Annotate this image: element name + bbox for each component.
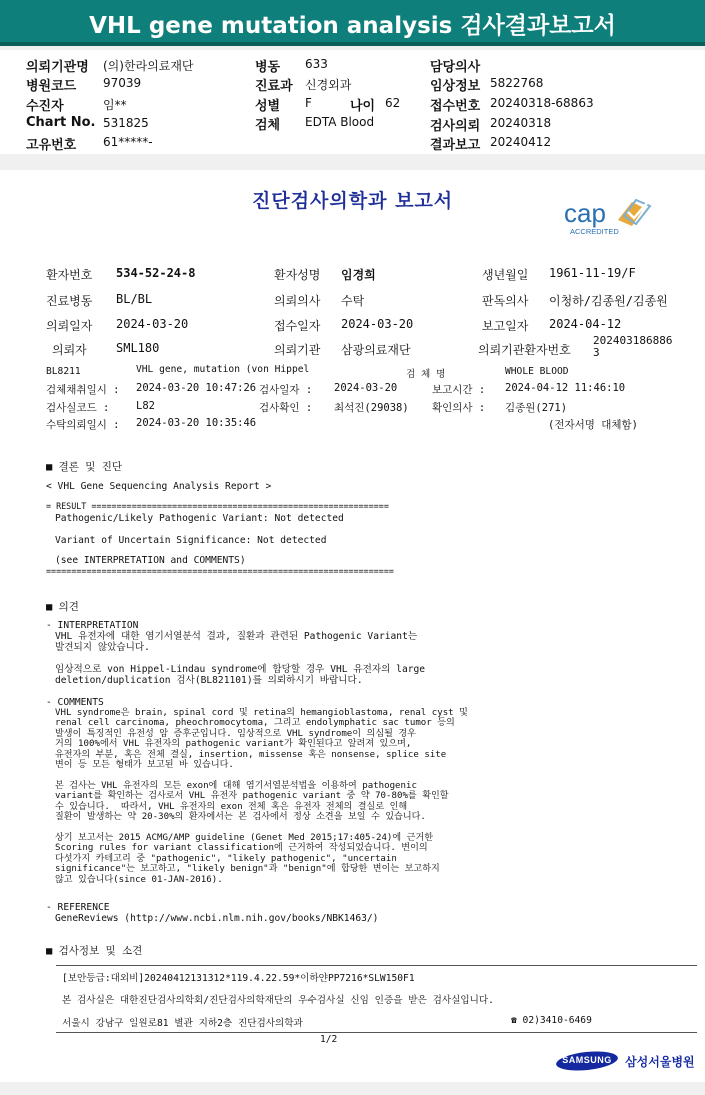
- report-title: 진단검사의학과 보고서: [252, 190, 454, 212]
- see-interpretation: (see INTERPRETATION and COMMENTS): [55, 555, 246, 566]
- address-line: 서울시 강남구 일원로81 별관 지하2층 진단검사의학과: [62, 1018, 303, 1029]
- test-request-label: 검사의뢰: [430, 119, 481, 134]
- request-date-value: 2024-03-20: [116, 317, 189, 331]
- test-name: VHL gene, mutation (von Hippel: [136, 364, 310, 375]
- unique-id-value: 61*****-: [103, 135, 153, 149]
- ward-label: 병동: [255, 60, 281, 75]
- confirm-doctor-label: 확인의사 :: [432, 402, 486, 414]
- security-line: [보안등급:대외비]20240412131312*119.4.22.59*이하얀PP7216*SLW150F1: [62, 973, 415, 984]
- report-time-value: 2024-04-12 11:46:10: [505, 382, 626, 394]
- lab-code-value: L82: [136, 400, 155, 412]
- clinical-info-value: 5822768: [490, 76, 544, 90]
- receipt-no-label: 접수번호: [430, 99, 481, 114]
- org-patient-no-label: 의뢰기관환자번호: [478, 343, 571, 357]
- opinion-heading: ■ 의견: [46, 601, 79, 613]
- requester-label: 의뢰자: [52, 343, 87, 357]
- conclusion-heading: ■ 결론 및 진단: [46, 461, 123, 473]
- test-date-value: 2024-03-20: [334, 382, 398, 394]
- confirm-doctor-value: 김종원(271): [505, 402, 568, 414]
- hospital-name-value: (의)한라의료재단: [103, 59, 194, 73]
- comments-text: VHL syndrome은 brain, spinal cord 및 retina의 hemangioblastoma, renal cyst 및 renal cell carcinoma, pheochromocytoma, 그리고 endolymphatic sac tumor 등의 발생이 특징적인 유전성 암 증후군입니다. 임상적으로 VHL syndrome이 의심될 경우 거의 100%에서 VHL 유전자의 pathogenic variant가 확인된다고 알려져 있으며, 유전자의 부분, 혹은 전체 결실, insertion, missense 혹은 nonsense, splice site 변이 등 모든 형태가 보고된 바 있습니다. 본 검사는 VHL 유전자의 모든 exon에 대해 염기서열분석법을 이용하여 pathogenic variant를 확인하는 검사로서 VHL 유전자 pathogenic variant 중 약 70-80%를 확인할 수 있습니다. 따라서, VHL 유전자의 exon 전체 혹은 유전자 전체의 결실로 인해 질환이 발생하는 약 20-30%의 환자에서는 본 검사에서 정상 소견을 보일 수 있습니다. 상기 보고서는 2015 ACMG/AMP guideline (Genet Med 2015;17:405-24)에 근거한 Scoring rules for variant classification에 근거하여 작성되었습니다. 변이의 다섯가지 카테고리 중 "pathogenic", "likely pathogenic", "uncertain significance"는 보고하고, "likely benign"과 "benign"에 합당한 변이는 보고하지 않고 있습니다(since 01-JAN-2016).: [55, 708, 468, 885]
- samsung-hospital-logo: [556, 1050, 695, 1072]
- reference-heading: - REFERENCE: [46, 902, 110, 913]
- ordering-doctor-value: 수탁: [341, 294, 365, 308]
- report-time-label: 보고시간 :: [432, 384, 486, 396]
- receipt-date-label: 접수일자: [274, 319, 321, 333]
- hospital-code-label: 병원코드: [26, 79, 77, 94]
- result-rule-bottom: =====================================================================: [46, 566, 394, 576]
- ward-value: BL/BL: [116, 292, 153, 306]
- attending-label: 담당의사: [430, 60, 481, 75]
- phone-line: ☎ 02)3410-6469: [511, 1015, 592, 1026]
- requesting-org-value: 삼광의료재단: [341, 343, 411, 357]
- patient-no-label: 환자번호: [46, 268, 93, 282]
- patient-name-value: 임경희: [341, 268, 376, 282]
- ward-label: 진료병동: [46, 294, 93, 308]
- hospital-code-value: 97039: [103, 76, 142, 90]
- chart-no-value: 531825: [103, 116, 149, 130]
- test-check-value: 최석진(29038): [334, 402, 409, 414]
- specimen-value: EDTA Blood: [305, 115, 375, 129]
- examinee-label: 수진자: [26, 99, 64, 114]
- patient-no-value: 534-52-24-8: [116, 266, 196, 280]
- reading-doctor-value: 이청하/김종원/김종원: [549, 294, 668, 308]
- specimen-name-label: 검 체 명: [406, 369, 446, 380]
- requesting-org-label: 의뢰기관: [274, 343, 321, 357]
- report-banner-title: VHL gene mutation analysis 검사결과보고서: [0, 0, 705, 46]
- cap-accredited-logo: [562, 194, 658, 240]
- ordering-doctor-label: 의뢰의사: [274, 294, 321, 308]
- result-report-value: 20240412: [490, 135, 552, 149]
- certification-line: 본 검사실은 대한진단검사의학회/진단검사의학재단의 우수검사실 신임 인증을 받은 검사실입니다.: [62, 995, 494, 1006]
- clinical-info-label: 임상정보: [430, 79, 481, 94]
- result-report-label: 결과보고: [430, 138, 481, 153]
- lab-report-sheet: [0, 170, 705, 1082]
- receipt-no-value: 20240318-68863: [490, 96, 594, 110]
- interpretation-heading: - INTERPRETATION: [46, 620, 139, 631]
- pathogenic-result: Pathogenic/Likely Pathogenic Variant: Not detected: [55, 513, 344, 524]
- requester-value: SML180: [116, 341, 160, 355]
- ward-value: 633: [305, 57, 328, 71]
- examinee-value: 임**: [103, 98, 127, 112]
- collection-time-label: 검체채취일시 :: [46, 384, 120, 396]
- collection-time-value: 2024-03-20 10:47:26: [136, 382, 257, 394]
- samsung-oval-icon: SAMSUNG: [556, 1050, 618, 1072]
- org-patient-no-value: 202403186886 3: [593, 334, 673, 359]
- consign-time-value: 2024-03-20 10:35:46: [136, 417, 257, 429]
- patient-name-label: 환자성명: [274, 268, 321, 282]
- svg-text:ACCREDITED: ACCREDITED: [570, 227, 619, 236]
- request-date-label: 의뢰일자: [46, 319, 93, 333]
- svg-text:cap: cap: [564, 198, 606, 228]
- reference-text: GeneReviews (http://www.ncbi.nlm.nih.gov/books/NBK1463/): [55, 913, 379, 924]
- department-label: 진료과: [255, 79, 293, 94]
- esign-note: (전자서명 대체함): [548, 419, 638, 431]
- test-request-value: 20240318: [490, 116, 552, 130]
- reading-doctor-label: 판독의사: [482, 294, 529, 308]
- lab-code-label: 검사실코드 :: [46, 402, 110, 414]
- comments-heading: - COMMENTS: [46, 697, 104, 708]
- receipt-date-value: 2024-03-20: [341, 317, 414, 331]
- report-date-value: 2024-04-12: [549, 317, 622, 331]
- test-date-label: 검사일자 :: [259, 384, 313, 396]
- sex-label: 성별: [255, 99, 281, 114]
- footer-bottom-rule: [56, 1032, 697, 1033]
- age-label: 나이: [350, 99, 376, 114]
- test-check-label: 검사확인 :: [259, 402, 313, 414]
- test-code: BL8211: [46, 366, 81, 377]
- birth-date-value: 1961-11-19/F: [549, 266, 636, 280]
- sex-value: F: [305, 96, 312, 110]
- cap-logo-icon: [562, 194, 658, 240]
- vus-result: Variant of Uncertain Significance: Not detected: [55, 535, 327, 546]
- analysis-subtitle: < VHL Gene Sequencing Analysis Report >: [46, 481, 272, 492]
- birth-date-label: 생년월일: [482, 268, 529, 282]
- hospital-name: 삼성서울병원: [625, 1054, 695, 1069]
- chart-no-label: Chart No.: [26, 115, 96, 130]
- footer-top-rule: [56, 965, 697, 966]
- consign-time-label: 수탁의뢰일시 :: [46, 419, 120, 431]
- specimen-label: 검체: [255, 118, 281, 133]
- test-info-heading: ■ 검사정보 및 소견: [46, 945, 143, 957]
- department-value: 신경외과: [305, 78, 352, 92]
- request-header: [0, 50, 705, 154]
- interpretation-text: VHL 유전자에 대한 염기서열분석 결과, 질환과 관련된 Pathogenic Variant는 발견되지 않았습니다. 임상적으로 von Hippel-Lindau syndrome에 합당할 경우 VHL 유전자의 large deletion/duplication 검사(BL821101)를 의뢰하시기 바랍니다.: [55, 631, 426, 686]
- page-number: 1/2: [320, 1034, 338, 1045]
- unique-id-label: 고유번호: [26, 138, 77, 153]
- age-value: 62: [385, 96, 401, 110]
- specimen-name-value: WHOLE BLOOD: [505, 366, 569, 377]
- report-date-label: 보고일자: [482, 319, 529, 333]
- hospital-name-label: 의뢰기관명: [26, 60, 89, 75]
- result-rule-top: = RESULT ===========================================================: [46, 501, 389, 511]
